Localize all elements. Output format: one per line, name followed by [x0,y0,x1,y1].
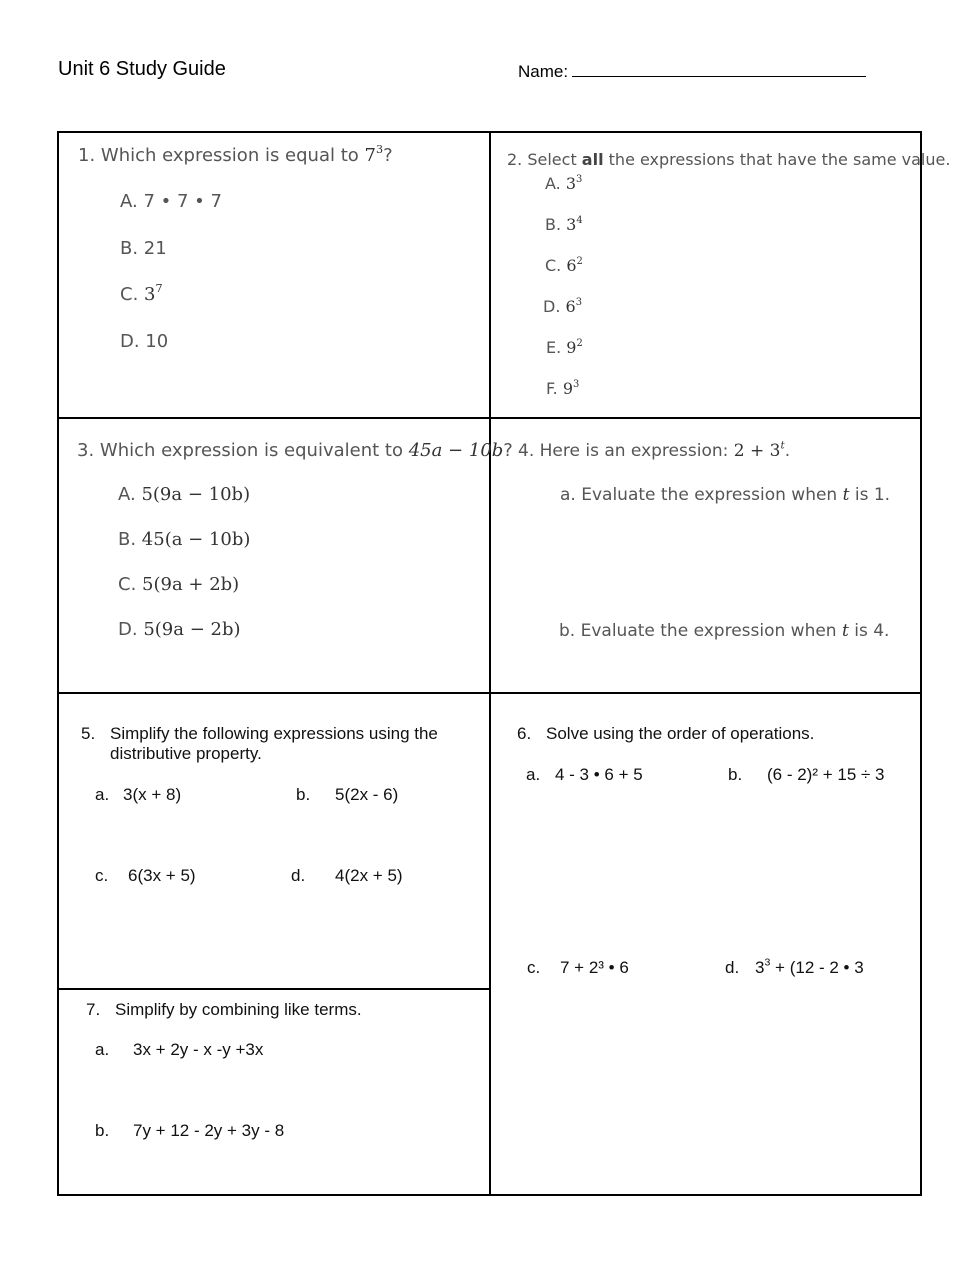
q2-option-exponent: 3 [575,296,582,308]
q1-option-c-exponent: 7 [155,281,163,295]
q6-d-expression [755,958,864,978]
q1-option-d: D. 10 [120,331,169,352]
q2-option-label: C. [545,256,567,275]
q1-base: 7 [364,145,376,166]
q2-prompt [507,150,950,169]
q2-option-c [545,256,583,275]
q3-prompt [77,440,513,461]
name-label: Name: [518,62,569,81]
q6-c-expression: 7 + 2³ • 6 [560,958,629,977]
q5-c-expression: 6(3x + 5) [128,866,196,885]
q2-prompt-pre: 2. Select [507,150,582,169]
q4-part-b-variable: t [841,621,849,641]
q1-suffix: ? [383,145,393,166]
q3-option-label: C. [118,574,143,595]
q2-option-exponent: 3 [576,173,583,185]
grid-left-border [57,131,59,1196]
q2-option-exponent: 2 [576,337,583,349]
q2-option-label: D. [543,297,566,316]
q2-option-base: 6 [565,297,576,316]
q4-part-a-text: a. Evaluate the expression when [560,485,843,505]
q5-prompt-line-2: distributive property. [110,744,262,763]
q2-option-base: 9 [566,338,577,357]
q7-a-label: a. [95,1040,110,1059]
q6-d-rest: + (12 - 2 • 3 [770,958,864,977]
q5-d-expression: 4(2x + 5) [335,866,403,885]
grid-right-border [920,131,922,1196]
q5-d-label: d. [291,866,306,885]
q3-option-label: A. [118,484,142,505]
q5-number: 5. [81,724,96,743]
q6-d-label: d. [725,958,740,977]
q1-option-c-label: C. [120,284,145,305]
q4-part-b-text: b. Evaluate the expression when [559,621,842,641]
q4-suffix: . [784,441,791,461]
q3-option-expression: 5(9a − 2b) [143,619,241,640]
page-title: Unit 6 Study Guide [58,58,226,80]
q2-option-label: F. [546,379,563,398]
q7-prompt: Simplify by combining like terms. [115,1000,362,1019]
q4-prompt-text: 4. Here is an expression: [518,441,734,461]
q6-a-label: a. [526,765,541,784]
q6-b-label: b. [728,765,743,784]
q1-prompt-text: 1. Which expression is equal to [78,145,365,166]
q6-prompt: Solve using the order of operations. [546,724,815,743]
q2-option-exponent: 4 [576,214,583,226]
q2-option-f [546,379,579,398]
q7-number: 7. [86,1000,101,1019]
q3-option-b [118,529,250,550]
q2-prompt-post: the expressions that have the same value. [603,150,951,169]
grid-row-divider-1 [57,417,922,419]
q4-part-b [559,621,889,641]
q6-a-expression: 4 - 3 • 6 + 5 [555,765,643,784]
q1-option-c [120,281,163,305]
q2-option-base: 3 [566,215,577,234]
q3-expression: 45a − 10b [408,440,504,461]
name-field[interactable] [518,61,866,82]
q3-prompt-text: 3. Which expression is equivalent to [77,440,409,461]
q5-a-expression: 3(x + 8) [123,785,182,804]
q7-b-expression: 7y + 12 - 2y + 3y - 8 [133,1121,285,1140]
q4-part-a [560,485,890,505]
q3-option-c [118,574,239,595]
q2-prompt-bold: all [581,150,604,169]
q5-b-expression: 5(2x - 6) [335,785,399,804]
q5-b-label: b. [296,785,311,804]
q2-option-exponent: 2 [576,255,583,267]
q2-option-label: E. [546,338,567,357]
q4-part-b-value: is 4. [848,621,890,641]
q5-a-label: a. [95,785,110,804]
q2-option-a [545,174,582,193]
q2-option-d [543,297,582,316]
q6-number: 6. [517,724,532,743]
q2-option-exponent: 3 [573,378,580,390]
q2-option-base: 3 [565,174,577,193]
q4-expression: 2 + 3 [733,441,781,461]
q3-suffix: ? [503,440,513,461]
q3-option-label: D. [118,619,144,640]
q5-prompt-line-1: Simplify the following expressions using the [110,724,438,743]
q3-option-d [118,619,241,640]
q2-option-label: B. [545,215,567,234]
q2-option-b [545,215,583,234]
name-blank-line[interactable] [572,61,866,77]
q2-option-e [546,338,583,357]
q4-part-a-value: is 1. [849,485,891,505]
q2-option-label: A. [545,174,566,193]
q7-a-expression: 3x + 2y - x -y +3x [133,1040,264,1059]
q3-option-expression: 5(9a + 2b) [142,574,240,595]
q5-c-label: c. [95,866,109,885]
grid-row-divider-3 [57,988,490,990]
grid-center-divider [489,131,491,1196]
q1-exponent: 3 [375,142,384,156]
q7-b-label: b. [95,1121,110,1140]
q1-option-b: B. 21 [120,238,167,259]
q6-c-label: c. [527,958,541,977]
q3-option-a [118,484,250,505]
q1-option-c-base: 3 [144,284,156,305]
q6-d-base: 3 [755,958,765,977]
q2-option-base: 9 [562,379,573,398]
q6-d-exponent: 3 [764,956,771,969]
q6-b-expression: (6 - 2)² + 15 ÷ 3 [767,765,885,784]
q3-option-expression: 5(9a − 10b) [141,484,251,505]
grid-row-divider-2 [57,692,922,694]
q3-option-label: B. [118,529,142,550]
q2-option-base: 6 [566,256,577,275]
q4-exponent: t [780,439,785,452]
q3-option-expression: 45(a − 10b) [141,529,251,550]
q4-prompt [518,441,790,461]
q4-part-a-variable: t [842,485,850,505]
q1-option-a: A. 7 • 7 • 7 [120,191,222,212]
q1-prompt [78,142,393,166]
